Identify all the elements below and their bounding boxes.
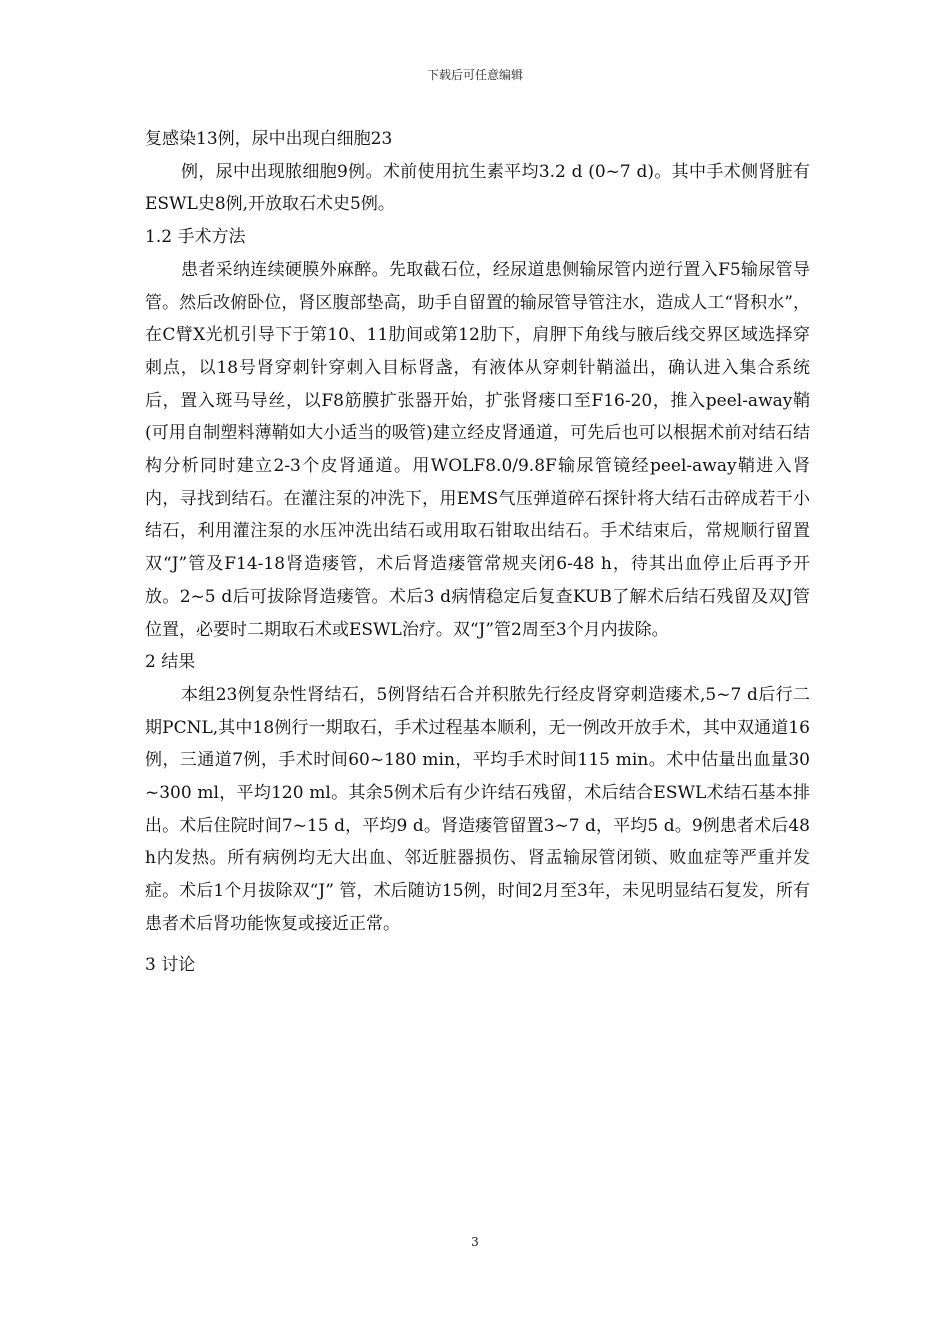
section-heading-methods: 1.2 手术方法 — [145, 227, 246, 248]
section-heading-discussion: 3 讨论 — [145, 954, 196, 975]
page-header: 下载后可任意编辑 — [426, 68, 523, 82]
section-heading-results: 2 结果 — [145, 652, 196, 673]
paragraph-preoperative: 例，尿中出现脓细胞9例。术前使用抗生素平均3.2 d (0~7 d)。其中手术侧肾脏有ESWL史8例,开放取石术史5例。 — [145, 161, 810, 215]
page-number: 3 — [471, 1235, 479, 1249]
paragraph-continuation: 复感染13例，尿中出现白细胞23 — [145, 129, 393, 149]
document-body — [145, 123, 810, 981]
paragraph-methods: 患者采纳连续硬膜外麻醉。先取截石位，经尿道患侧输尿管内逆行置入F5输尿管导管。然后改俯卧位，肾区腹部垫高，助手自留置的输尿管导管注水，造成人工“肾积水”，在C臂X光机引导下于第10、11肋间或第12肋下，肩胛下角线与腋后线交界区域选择穿刺点，以18号肾穿刺针穿刺入目标肾盏，有液体从穿刺针鞘溢出，确认进入集合系统后，置入斑马导丝，以F8筋膜扩张器开始，扩张肾瘘口至F16-20，推入peel-away鞘(可用自制塑料薄鞘如大小适当的吸管)建立经皮肾通道，可先后也可以根据术前对结石结构分析同时建立2-3个皮肾通道。用WOLF8.0/9.8F输尿管镜经peel-away鞘进入肾内，寻找到结石。在灌注泵的冲洗下，用EMS气压弹道碎石探针将大结石击碎成若干小结石，利用灌注泵的水压冲洗出结石或用取石钳取出结石。手术结束后，常规顺行留置双“J”管及F14-18肾造瘘管，术后肾造瘘管常规夹闭6-48 h，待其出血停止后再予开放。2~5 d后可拔除肾造瘘管。术后3 d病情稳定后复查KUB了解术后结石残留及双J管位置，必要时二期取石术或ESWL治疗。双“J”管2周至3个月内拔除。 — [145, 259, 810, 640]
paragraph-results: 本组23例复杂性肾结石，5例肾结石合并积脓先行经皮肾穿刺造瘘术,5~7 d后行二期PCNL,其中18例行一期取石，手术过程基本顺利，无一例改开放手术，其中双通道16例，三通道7例，手术时间60~180 min，平均手术时间115 min。术中估量出血量30~300 ml，平均120 ml。其余5例术后有少许结石残留，术后结合ESWL术结石基本排出。术后住院时间7~15 d，平均9 d。肾造瘘管留置3~7 d，平均5 d。9例患者术后48 h内发热。所有病例均无大出血、邻近脏器损伤、肾盂输尿管闭锁、败血症等严重并发症。术后1个月拔除双“J” 管，术后随访15例，时间2月至3年，未见明显结石复发，所有患者术后肾功能恢复或接近正常。 — [145, 684, 810, 934]
